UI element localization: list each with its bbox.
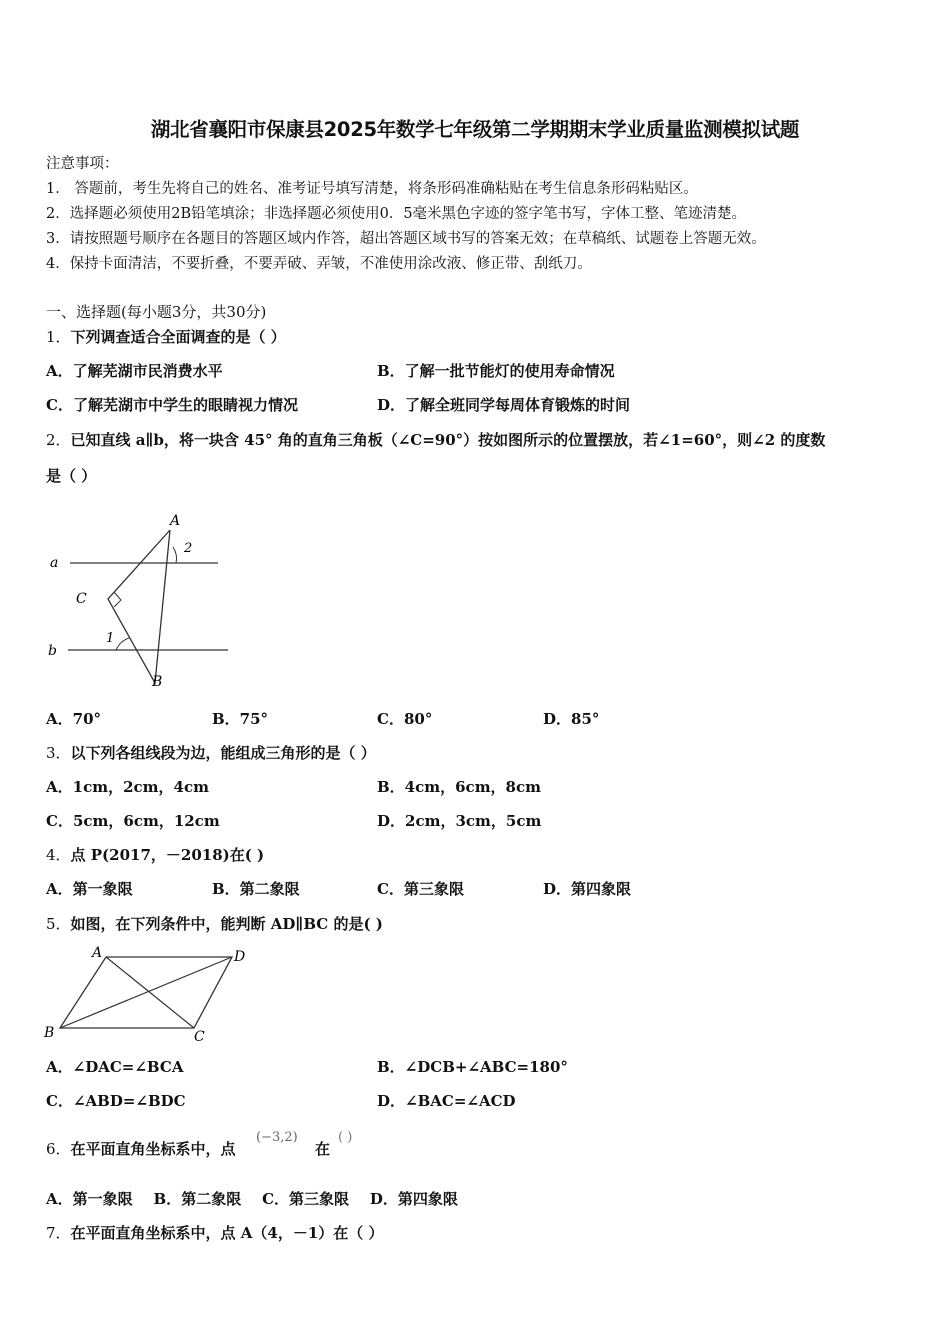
option-c: C．5cm，6cm，12cm <box>46 812 220 830</box>
diagonal-bd <box>60 957 232 1028</box>
question-text: 以下列各组线段为边，能组成三角形的是（ ） <box>70 744 376 762</box>
section-heading: 一、选择题(每小题3分，共30分) <box>46 303 267 321</box>
question-6 <box>46 1138 236 1159</box>
label-a: a <box>50 555 59 571</box>
options-row: A．第一象限 B．第二象限 C．第三象限 D．第四象限 <box>46 1190 458 1208</box>
angle-2-arc <box>173 547 177 563</box>
question-number: 4． <box>46 846 71 864</box>
option-a: A．∠DAC=∠BCA <box>46 1058 184 1076</box>
option-b: B．了解一批节能灯的使用寿命情况 <box>377 362 615 380</box>
option-a: A．了解芜湖市民消费水平 <box>46 362 223 380</box>
page-title: 湖北省襄阳市保康县2025年数学七年级第二学期期末学业质量监测模拟试题 <box>150 118 800 141</box>
option-a: A．70° <box>46 710 102 728</box>
question-text: 在平面直角坐标系中，点 A（4，－1）在（ ） <box>70 1224 384 1242</box>
question-text: 下列调查适合全面调查的是（ ） <box>70 328 286 346</box>
label-C: C <box>76 591 87 607</box>
question-3 <box>46 742 376 763</box>
label-A: A <box>170 513 181 529</box>
diagonal-ac <box>106 957 194 1028</box>
question-text-after: 在 <box>315 1140 331 1158</box>
option-b: B．4cm，6cm，8cm <box>377 778 542 796</box>
question-4 <box>46 844 264 865</box>
question-text: 如图，在下列条件中，能判断 AD∥BC 的是( ) <box>70 915 383 933</box>
option-c: C．80° <box>377 710 433 728</box>
option-a: A．1cm，2cm，4cm <box>46 778 209 796</box>
option-d: D．∠BAC=∠ACD <box>377 1092 516 1110</box>
question-number: 7． <box>46 1224 71 1242</box>
question-7 <box>46 1222 384 1243</box>
notice-item: 2．选择题必须使用2B铅笔填涂；非选择题必须使用0．5毫米黑色字迹的签字笔书写，字体工整、笔迹清楚。 <box>46 206 747 222</box>
option-d: D．第四象限 <box>543 880 632 898</box>
option-d: D．了解全班同学每周体育锻炼的时间 <box>377 396 631 414</box>
option-b: B．第二象限 <box>212 880 300 898</box>
option-c: C．第三象限 <box>377 880 464 898</box>
label-C: C <box>194 1029 205 1045</box>
question-number: 5． <box>46 915 71 933</box>
option-b: B．75° <box>212 710 269 728</box>
label-D: D <box>234 949 246 965</box>
question-5 <box>46 913 383 934</box>
notice-item: 1． 答题前，考生先将自己的姓名、准考证号填写清楚，将条形码准确粘贴在考生信息条形码粘贴区。 <box>46 181 698 197</box>
option-d: D．2cm，3cm，5cm <box>377 812 542 830</box>
question-text-continued: 是（ ） <box>46 467 97 485</box>
question-number: 1． <box>46 328 71 346</box>
question-1 <box>46 326 286 347</box>
parallel-lines-triangle-figure <box>40 505 240 695</box>
notice-heading: 注意事项： <box>46 156 119 172</box>
answer-parentheses: ( ) <box>338 1130 353 1145</box>
question-number: 3． <box>46 744 71 762</box>
option-c: C．了解芜湖市中学生的眼睛视力情况 <box>46 396 298 414</box>
option-c: C．∠ABD=∠BDC <box>46 1092 186 1110</box>
question-2 <box>46 429 825 450</box>
label-A: A <box>92 945 103 961</box>
notice-item: 4．保持卡面清洁，不要折叠，不要弄破、弄皱，不准使用涂改液、修正带、刮纸刀。 <box>46 256 592 272</box>
triangle <box>108 530 170 683</box>
question-text: 在平面直角坐标系中，点 <box>70 1140 236 1158</box>
question-text: 点 P(2017，－2018)在( ) <box>70 846 265 864</box>
label-angle-2: 2 <box>184 541 193 556</box>
label-B: B <box>44 1025 55 1041</box>
notice-item: 3．请按照题号顺序在各题目的答题区域内作答，超出答题区域书写的答案无效；在草稿纸、试题卷上答题无效。 <box>46 231 766 247</box>
parallelogram-figure <box>40 940 260 1045</box>
question-number: 6． <box>46 1140 71 1158</box>
label-b: b <box>48 643 57 659</box>
question-number: 2． <box>46 431 71 449</box>
right-angle-mark <box>114 592 121 607</box>
label-angle-1: 1 <box>106 631 115 646</box>
question-text: 已知直线 a∥b，将一块含 45° 角的直角三角板（∠C=90°）按如图所示的位置摆放，若∠1=60°，则∠2 的度数 <box>70 431 826 449</box>
option-a: A．第一象限 <box>46 880 133 898</box>
label-B: B <box>152 674 163 690</box>
point-coordinates-image: (−3,2) <box>256 1130 298 1145</box>
option-d: D．85° <box>543 710 600 728</box>
angle-1-arc <box>116 638 129 650</box>
option-b: B．∠DCB+∠ABC=180° <box>377 1058 568 1076</box>
